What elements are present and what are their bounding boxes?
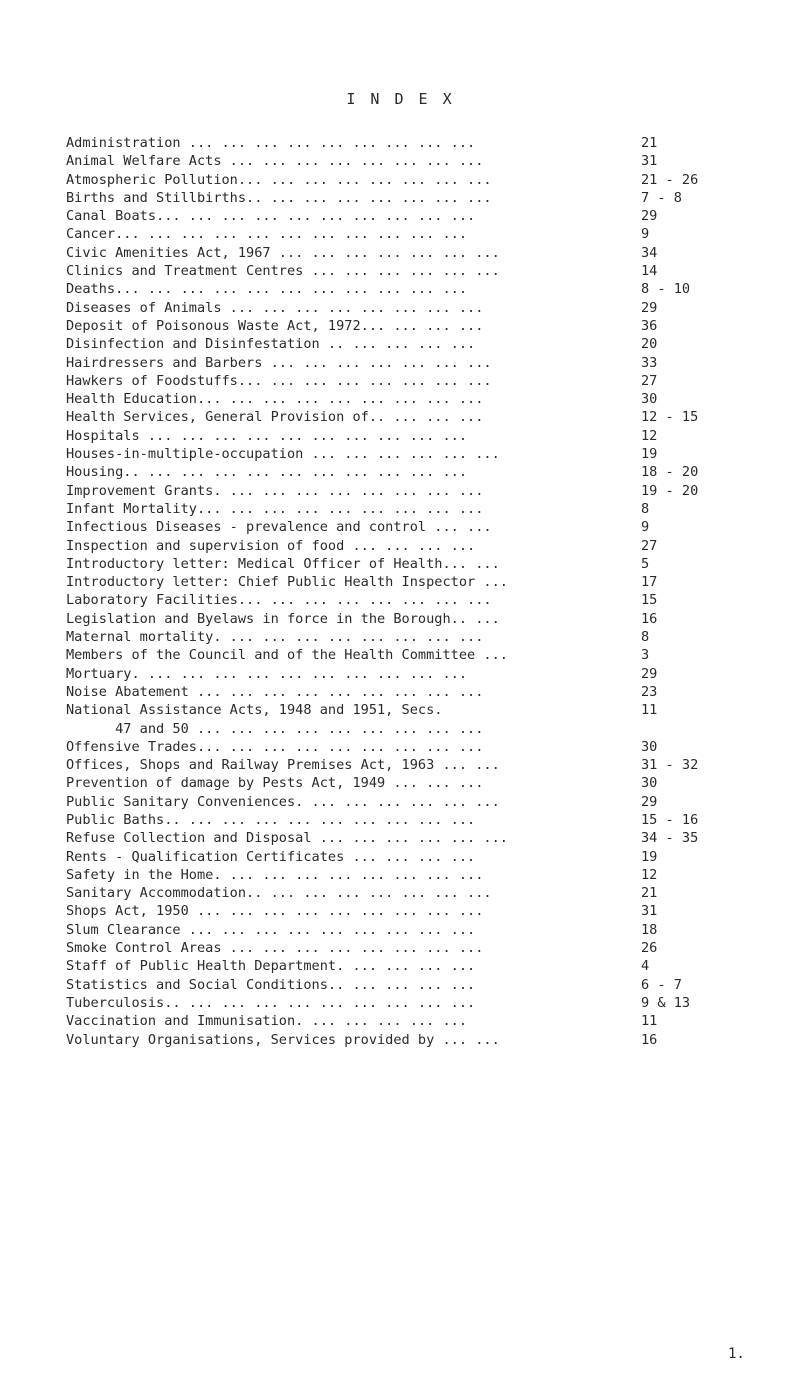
index-entry-page: 16 [641,1031,658,1048]
index-entry-page: 30 [641,738,658,755]
index-entry-text: Public Sanitary Conveniences. ... ... ... ... ... ... [66,793,500,810]
index-entry-page: 4 [641,958,650,975]
index-entry-text: Staff of Public Health Department. ... ... ... ... [66,958,476,975]
index-entry [66,848,766,866]
index-entry-page: 34 - 35 [641,830,699,847]
index-entry [66,939,766,957]
index-entry [66,335,766,353]
index-entry-text: Infectious Diseases - prevalence and control ... ... [66,519,492,536]
index-entry-page: 31 [641,903,658,920]
index-entry [66,610,766,628]
index-entry [66,244,766,262]
index-entry-page: 3 [641,647,650,664]
index-entry-text: Tuberculosis.. ... ... ... ... ... ... ... ... ... [66,994,476,1011]
index-entry-text: Houses-in-multiple-occupation ... ... ... ... ... ... [66,446,500,463]
index-entry [66,811,766,829]
index-entry-text: Housing.. ... ... ... ... ... ... ... ... ... ... [66,464,468,481]
index-entry-page: 6 - 7 [641,976,682,993]
index-entry-text: Vaccination and Immunisation. ... ... ... ... ... [66,1013,468,1030]
index-entry-page: 36 [641,317,658,334]
index-entry [66,994,766,1012]
index-entry [66,354,766,372]
index-list [66,134,766,1049]
index-entry [66,299,766,317]
index-entry-text: 47 and 50 ... ... ... ... ... ... ... ... ... [66,720,484,737]
page-title: I N D E X [346,90,455,108]
index-entry [66,793,766,811]
index-entry [66,134,766,152]
index-entry-page: 9 [641,519,650,536]
index-entry [66,756,766,774]
index-entry [66,1031,766,1049]
index-entry [66,280,766,298]
index-entry-text: Noise Abatement ... ... ... ... ... ... ... ... ... [66,683,484,700]
index-entry-text: Safety in the Home. ... ... ... ... ... ... ... ... [66,866,484,883]
index-entry-page: 31 [641,153,658,170]
index-entry [66,152,766,170]
index-entry [66,518,766,536]
index-entry-page: 18 - 20 [641,464,699,481]
index-entry-page: 26 [641,940,658,957]
index-entry [66,317,766,335]
index-entry-page: 33 [641,354,658,371]
index-entry-page: 18 [641,921,658,938]
index-entry-text: Refuse Collection and Disposal ... ... ... ... ... ... [66,830,508,847]
index-entry-page: 12 [641,866,658,883]
index-entry-text: Sanitary Accommodation.. ... ... ... ... ... ... ... [66,885,492,902]
index-entry-text: Smoke Control Areas ... ... ... ... ... ... ... ... [66,940,484,957]
index-entry-page: 20 [641,336,658,353]
index-entry-text: Laboratory Facilities... ... ... ... ... ... ... ... [66,592,492,609]
index-entry [66,1012,766,1030]
index-entry-page: 15 - 16 [641,811,699,828]
index-entry-text: Introductory letter: Medical Officer of Health... ... [66,555,500,572]
index-entry-text: Health Services, General Provision of.. ... ... ... [66,409,484,426]
index-entry-page: 29 [641,793,658,810]
index-entry-text: Introductory letter: Chief Public Health Inspector ... [66,574,508,591]
index-entry-page: 21 [641,885,658,902]
index-entry-page: 11 [641,1013,658,1030]
index-entry-text: National Assistance Acts, 1948 and 1951, Secs. [66,702,443,719]
index-entry [66,207,766,225]
index-entry-text: Slum Clearance ... ... ... ... ... ... ... ... ... [66,921,476,938]
index-entry-page: 16 [641,610,658,627]
index-entry [66,555,766,573]
index-entry-text: Health Education... ... ... ... ... ... ... ... ... [66,391,484,408]
index-entry-text: Disinfection and Disinfestation .. ... ... ... ... [66,336,476,353]
index-entry-page: 14 [641,263,658,280]
index-entry-text: Rents - Qualification Certificates ... ... ... ... [66,848,476,865]
index-entry-page: 29 [641,665,658,682]
page-number: 1. [728,1346,745,1362]
index-entry [66,683,766,701]
index-entry-text: Offensive Trades... ... ... ... ... ... ... ... ... [66,738,484,755]
index-entry-text: Hairdressers and Barbers ... ... ... ... ... ... ... [66,354,492,371]
index-entry [66,921,766,939]
index-entry [66,427,766,445]
index-entry [66,171,766,189]
index-entry-page: 8 [641,629,650,646]
index-entry [66,628,766,646]
index-entry-text: Voluntary Organisations, Services provided by ... ... [66,1031,500,1048]
index-entry-page: 19 [641,848,658,865]
index-entry-page: 7 - 8 [641,189,682,206]
index-entry [66,445,766,463]
index-entry [66,720,766,738]
index-entry [66,482,766,500]
index-entry-page: 8 [641,500,650,517]
index-entry [66,408,766,426]
index-entry-page: 9 [641,226,650,243]
index-entry-text: Offices, Shops and Railway Premises Act, 1963 ... ... [66,757,500,774]
index-entry-text: Mortuary. ... ... ... ... ... ... ... ... ... ... [66,665,468,682]
index-entry-text: Infant Mortality... ... ... ... ... ... ... ... ... [66,500,484,517]
index-entry-text: Hawkers of Foodstuffs... ... ... ... ... ... ... ... [66,372,492,389]
index-entry-text: Deposit of Poisonous Waste Act, 1972... ... ... ... [66,317,484,334]
index-entry-text: Hospitals ... ... ... ... ... ... ... ... ... ... [66,427,468,444]
index-entry [66,976,766,994]
index-entry-text: Inspection and supervision of food ... ... ... ... [66,537,476,554]
index-entry [66,774,766,792]
index-entry-text: Prevention of damage by Pests Act, 1949 ... ... ... [66,775,484,792]
index-entry-page: 29 [641,299,658,316]
index-entry-text: Canal Boats... ... ... ... ... ... ... ... ... ... [66,208,476,225]
index-entry-text: Deaths... ... ... ... ... ... ... ... ... ... ... [66,281,468,298]
index-entry-page: 9 & 13 [641,994,691,1011]
index-entry-page: 27 [641,537,658,554]
index-entry-page: 34 [641,244,658,261]
index-entry [66,500,766,518]
index-entry-text: Civic Amenities Act, 1967 ... ... ... ... ... ... ... [66,244,500,261]
index-entry-page: 31 - 32 [641,757,699,774]
index-entry-text: Public Baths.. ... ... ... ... ... ... ... ... ... [66,811,476,828]
index-entry-page: 17 [641,574,658,591]
index-entry-text: Atmospheric Pollution... ... ... ... ... ... ... ... [66,171,492,188]
index-entry-text: Maternal mortality. ... ... ... ... ... ... ... ... [66,629,484,646]
index-entry [66,957,766,975]
index-entry-page: 21 - 26 [641,171,699,188]
index-entry-page: 12 - 15 [641,409,699,426]
index-entry-text: Improvement Grants. ... ... ... ... ... ... ... ... [66,482,484,499]
index-entry [66,665,766,683]
index-entry-page: 11 [641,702,658,719]
index-entry-text: Members of the Council and of the Health Committee ... [66,647,508,664]
index-entry [66,738,766,756]
index-entry [66,591,766,609]
index-entry-page: 27 [641,372,658,389]
index-entry [66,902,766,920]
index-entry-text: Legislation and Byelaws in force in the Borough.. ... [66,610,500,627]
index-entry [66,537,766,555]
index-entry [66,884,766,902]
index-entry-page: 15 [641,592,658,609]
index-entry-page: 19 [641,446,658,463]
index-entry-page: 12 [641,427,658,444]
index-entry [66,372,766,390]
index-entry-page: 19 - 20 [641,482,699,499]
index-entry-page: 5 [641,555,650,572]
index-entry-page: 30 [641,775,658,792]
index-entry [66,225,766,243]
index-entry [66,866,766,884]
index-entry [66,390,766,408]
index-entry-text: Animal Welfare Acts ... ... ... ... ... ... ... ... [66,153,484,170]
index-entry-page: 21 [641,135,658,151]
index-entry-page: 30 [641,391,658,408]
index-entry-text: Administration ... ... ... ... ... ... ... ... ... [66,135,476,151]
index-entry [66,262,766,280]
index-entry-text: Cancer... ... ... ... ... ... ... ... ... ... ... [66,226,468,243]
index-entry [66,701,766,719]
index-entry [66,463,766,481]
index-entry [66,573,766,591]
index-entry-page: 8 - 10 [641,281,691,298]
index-entry [66,189,766,207]
index-entry [66,646,766,664]
index-entry-text: Diseases of Animals ... ... ... ... ... ... ... ... [66,299,484,316]
index-entry-text: Statistics and Social Conditions.. ... ... ... ... [66,976,476,993]
index-entry-page: 23 [641,683,658,700]
index-entry [66,829,766,847]
index-entry-text: Births and Stillbirths.. ... ... ... ... ... ... ... [66,189,492,206]
index-entry-text: Clinics and Treatment Centres ... ... ... ... ... ... [66,263,500,280]
index-entry-text: Shops Act, 1950 ... ... ... ... ... ... ... ... ... [66,903,484,920]
index-entry-page: 29 [641,208,658,225]
